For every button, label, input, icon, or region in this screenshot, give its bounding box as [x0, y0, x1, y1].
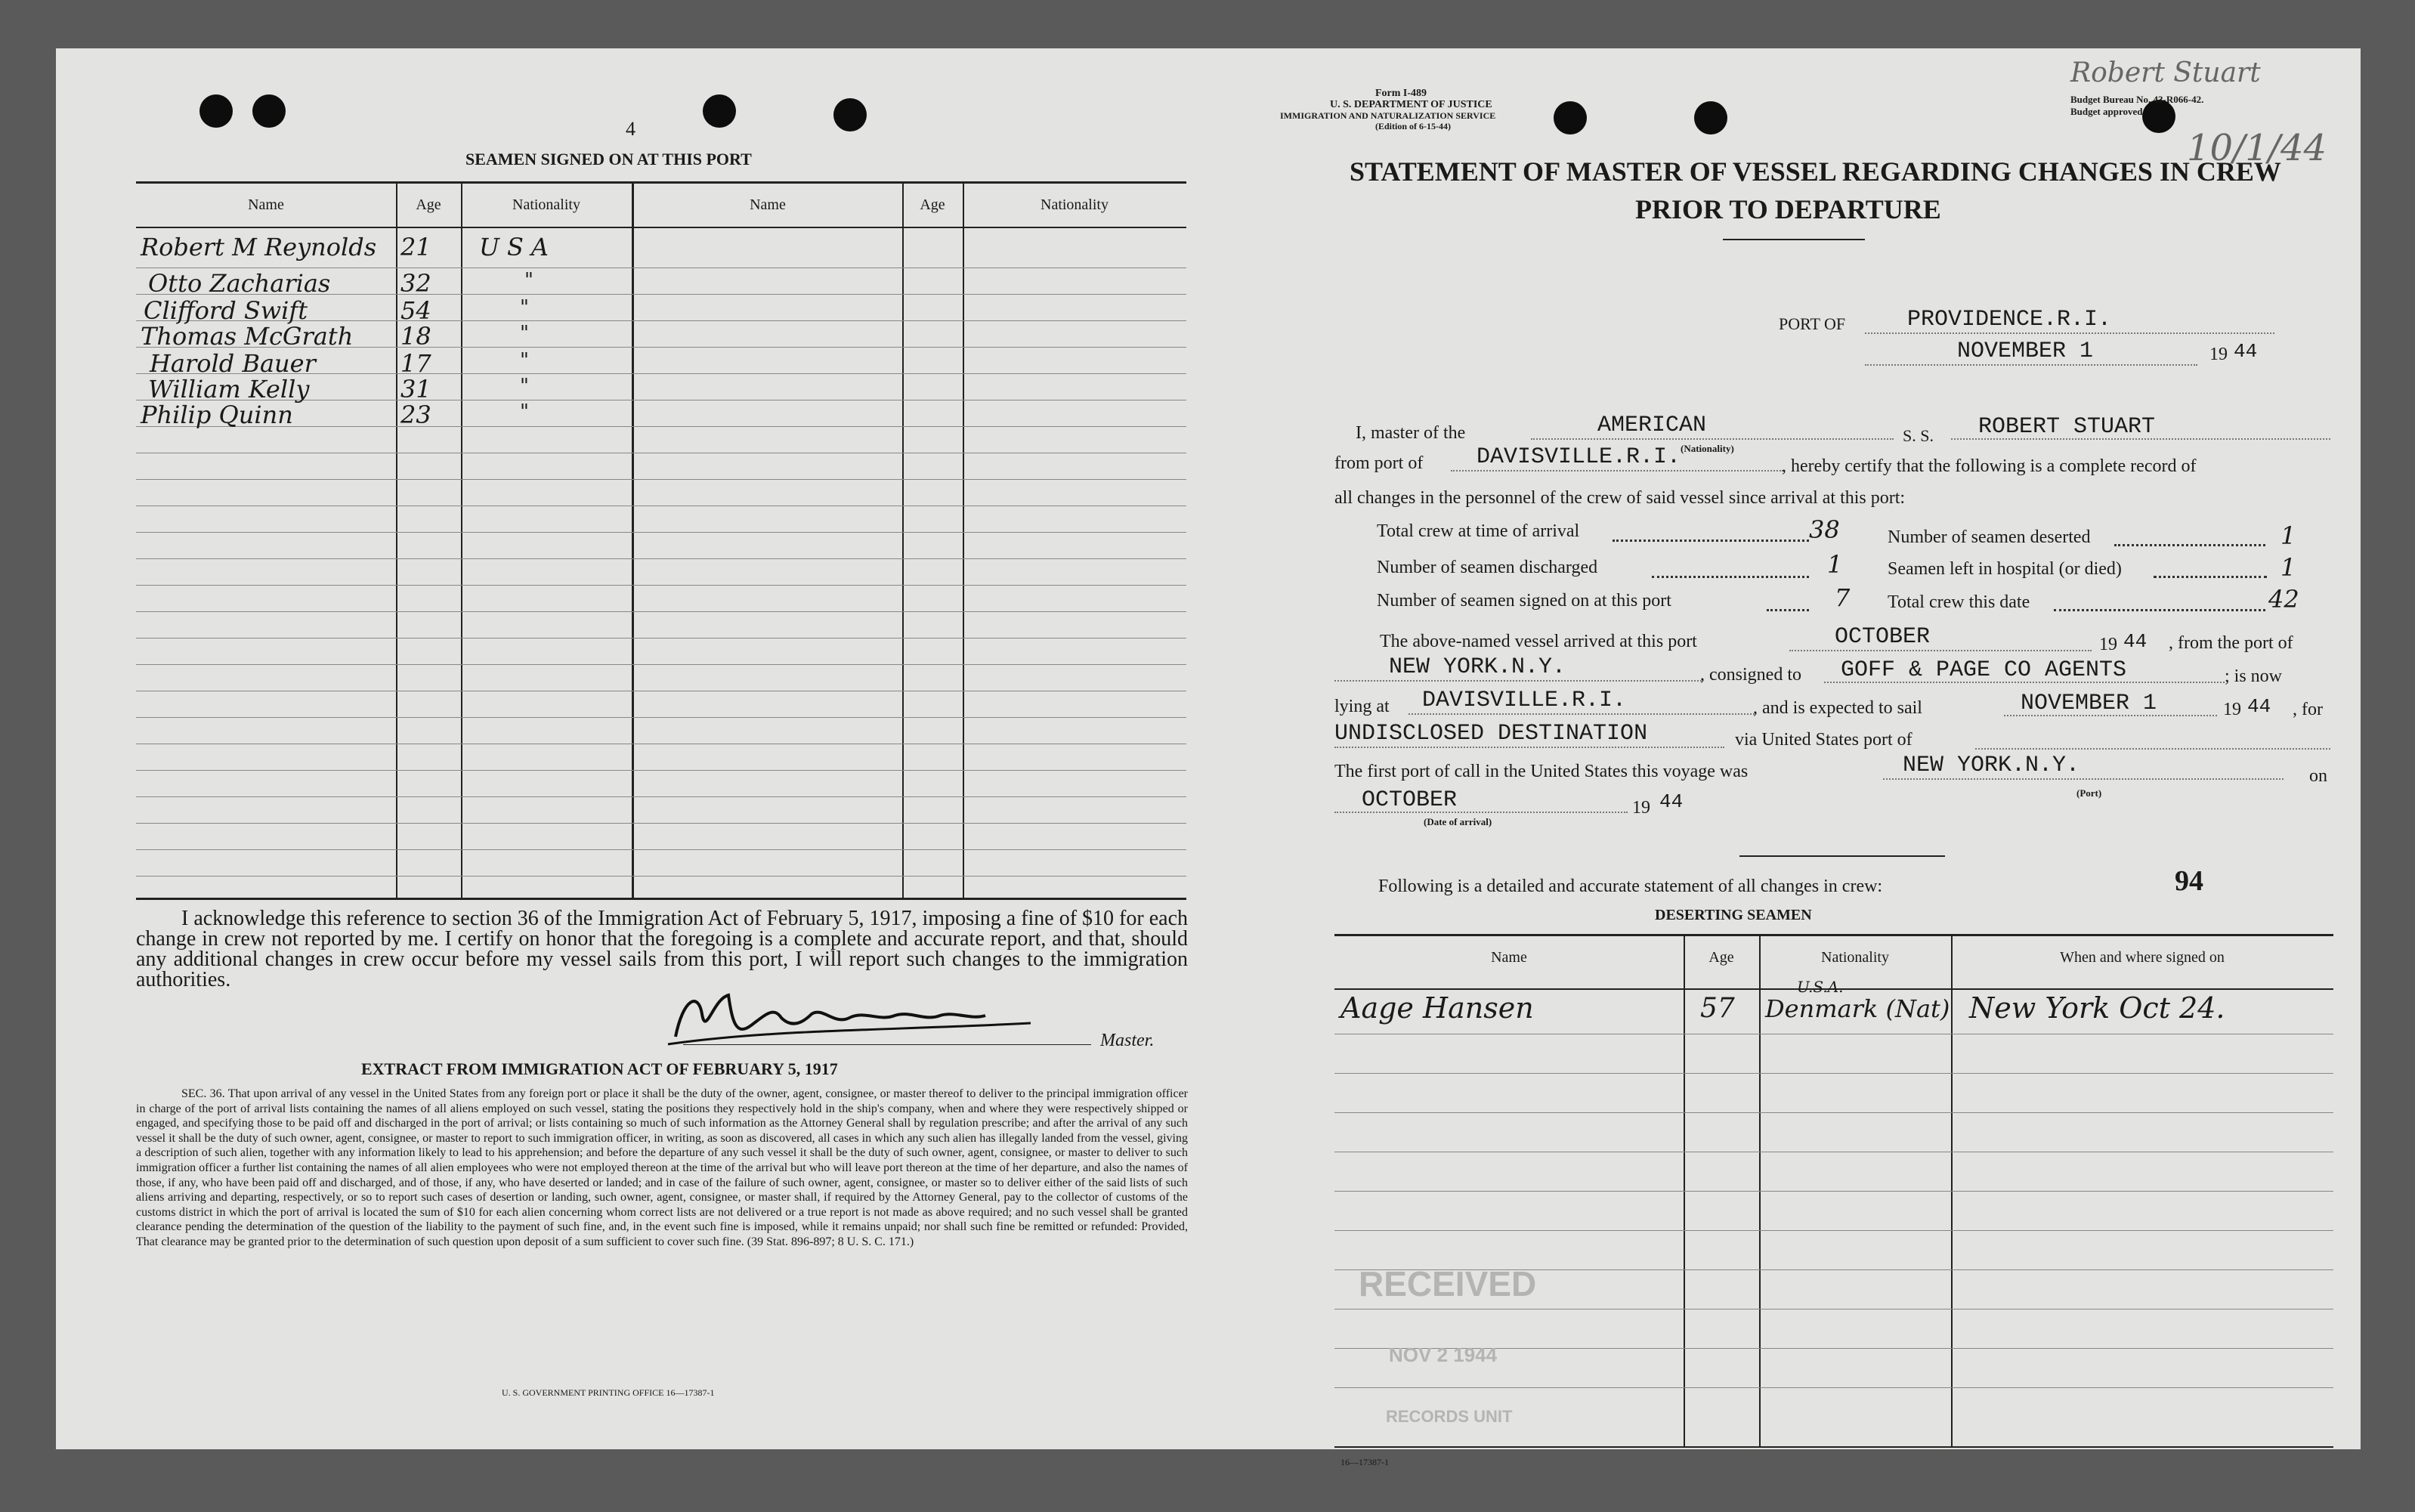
port-fill-line — [1865, 332, 2274, 334]
deserter-name: Aage Hansen — [1340, 991, 1534, 1025]
desert-header-signed-on: When and where signed on — [2060, 949, 2225, 966]
stat-dots — [1767, 609, 1809, 611]
form-title: STATEMENT OF MASTER OF VESSEL REGARDING CHANGES IN CREW — [1350, 156, 2281, 187]
destination-value[interactable]: UNDISCLOSED DESTINATION — [1334, 721, 1648, 747]
table-bottom-rule — [136, 898, 1186, 900]
stat-dots — [1613, 540, 1809, 542]
crew-name: Harold Bauer — [150, 349, 316, 378]
column-header-age: Age — [920, 196, 945, 213]
crew-name: William Kelly — [148, 375, 310, 404]
first-port-fill-line — [1883, 778, 2284, 780]
row-rule — [136, 267, 1186, 268]
row-rule — [136, 770, 1186, 771]
report-year-prefix: 19 — [2209, 345, 2228, 364]
table-col-rule — [963, 181, 964, 899]
certify-text: , hereby certify that the following is a complete record of — [1782, 456, 2197, 476]
stat-value[interactable]: 42 — [2268, 585, 2299, 614]
extract-title: EXTRACT FROM IMMIGRATION ACT OF FEBRUARY 5, 1917 — [361, 1059, 838, 1078]
desert-row-rule — [1334, 1073, 2333, 1074]
from-port-value[interactable]: DAVISVILLE.R.I. — [1477, 444, 1681, 470]
table-col-rule — [632, 181, 634, 899]
desert-header-name: Name — [1491, 949, 1527, 966]
master-signature — [660, 984, 1038, 1052]
arrival-year-prefix: 19 — [1632, 798, 1650, 818]
stat-value[interactable]: 1 — [2280, 553, 2296, 582]
row-rule — [136, 717, 1186, 718]
crew-nationality: " — [520, 322, 529, 345]
page-number: 4 — [626, 118, 635, 140]
via-fill-line — [1975, 748, 2330, 750]
arrived-label: The above-named vessel arrived at this port — [1380, 632, 1697, 651]
row-rule — [136, 638, 1186, 639]
printer-imprint: U. S. GOVERNMENT PRINTING OFFICE 16—17387-1 — [502, 1387, 715, 1398]
section-rule — [1739, 855, 1945, 857]
desert-row-rule — [1334, 1387, 2333, 1388]
acknowledgement-text: I acknowledge this reference to section 36 of the Immigration Act of February 5, 1917, imposing a fine of $10 for each change in crew not reported by me. I certify on honor that the foregoing is a complete and accurate report, and that, should any additional changes in crew occur before my vessel sails from this port, I will report such changes to the immigration authorities. — [136, 907, 1188, 991]
deserter-age: 57 — [1700, 993, 1735, 1024]
crew-name: Clifford Swift — [144, 296, 308, 325]
row-rule — [136, 585, 1186, 586]
crew-age: 18 — [400, 322, 431, 351]
arrived-fill-line — [1789, 650, 2092, 651]
row-rule — [136, 849, 1186, 850]
is-now: ; is now — [2225, 666, 2283, 686]
crew-age: 31 — [400, 375, 431, 404]
row-rule — [136, 876, 1186, 877]
arrival-year-value[interactable]: 44 — [1659, 790, 1684, 813]
crew-nationality: " — [520, 349, 529, 372]
stat-label: Seamen left in hospital (or died) — [1888, 559, 2122, 579]
arrival-date-fill-line — [1334, 812, 1628, 813]
consignee-fill-line — [1824, 682, 2225, 683]
service: IMMIGRATION AND NATURALIZATION SERVICE — [1280, 110, 1496, 121]
crew-nationality: " — [520, 296, 529, 319]
punch-hole — [703, 94, 736, 128]
origin-value[interactable]: NEW YORK.N.Y. — [1389, 654, 1566, 680]
from-the-port-of: , from the port of — [2169, 633, 2293, 653]
column-header-name: Name — [248, 196, 284, 213]
column-header-name: Name — [750, 196, 786, 213]
stat-label: Number of seamen discharged — [1377, 558, 1598, 577]
arrived-year-value[interactable]: 44 — [2123, 630, 2148, 653]
from-port-fill-line — [1451, 470, 1783, 472]
stat-dots — [2054, 609, 2265, 611]
department: U. S. DEPARTMENT OF JUSTICE — [1330, 99, 1492, 110]
table-header-rule — [136, 227, 1186, 228]
nationality-caption: (Nationality) — [1681, 443, 1734, 454]
stat-label: Number of seamen deserted — [1888, 527, 2091, 547]
lying-at-value[interactable]: DAVISVILLE.R.I. — [1422, 688, 1627, 713]
crew-nationality: " — [520, 400, 529, 423]
stat-dots — [1652, 576, 1809, 578]
sail-date-value[interactable]: NOVEMBER 1 — [2021, 691, 2157, 716]
vessel-fill-line — [1951, 438, 2330, 440]
lying-at-label: lying at — [1334, 697, 1390, 716]
crew-name: Thomas McGrath — [141, 322, 354, 351]
printer-imprint: 16—17387-1 — [1340, 1457, 1389, 1467]
form-subtitle: PRIOR TO DEPARTURE — [1635, 194, 1941, 224]
changes-count: 94 — [2175, 865, 2203, 897]
port-caption: (Port) — [2076, 787, 2102, 799]
consigned-label: , consigned to — [1700, 665, 1801, 685]
budget-bureau: Budget Bureau No. 43-R066-42. — [2070, 94, 2204, 105]
received-stamp: RECEIVED — [1359, 1264, 1537, 1303]
for-label: , for — [2293, 700, 2323, 719]
certify-text-2: all changes in the personnel of the crew of said vessel since arrival at this port: — [1334, 488, 1906, 508]
row-rule — [136, 426, 1186, 427]
row-rule — [136, 664, 1186, 665]
crew-name: Philip Quinn — [141, 400, 293, 429]
stat-label: Total crew this date — [1888, 592, 2030, 612]
on-label: on — [2309, 766, 2327, 786]
deserting-title: DESERTING SEAMEN — [1655, 907, 1812, 923]
arrived-year-prefix: 19 — [2099, 635, 2117, 654]
table-col-rule — [461, 181, 462, 899]
desert-table-top — [1334, 934, 2333, 936]
first-port-value[interactable]: NEW YORK.N.Y. — [1903, 753, 2080, 778]
nationality-value[interactable]: AMERICAN — [1597, 413, 1707, 438]
nationality-fill-line — [1531, 438, 1894, 440]
expected-label: , and is expected to sail — [1753, 698, 1922, 718]
report-year-value[interactable]: 44 — [2234, 340, 2258, 363]
deserter-nationality: Denmark (Nat) — [1765, 994, 1950, 1023]
desert-row-rule — [1334, 1112, 2333, 1113]
row-rule — [136, 796, 1186, 797]
deserter-nationality-note: U.S.A. — [1797, 978, 1844, 996]
date-of-arrival-caption: (Date of arrival) — [1424, 816, 1492, 827]
stat-dots — [2154, 576, 2267, 578]
pencil-annotation: 10/1/44 — [2187, 127, 2327, 169]
lying-at-fill-line — [1408, 713, 1755, 715]
punch-hole — [1554, 101, 1587, 135]
origin-fill-line — [1334, 680, 1702, 682]
column-header-nationality: Nationality — [1041, 196, 1109, 213]
section-title: SEAMEN SIGNED ON AT THIS PORT — [465, 150, 752, 169]
crew-nationality: USA — [479, 233, 556, 261]
table-col-rule — [902, 181, 904, 899]
row-rule — [136, 479, 1186, 480]
crew-nationality: " — [520, 375, 529, 397]
crew-age: 17 — [400, 349, 431, 378]
following-label: Following is a detailed and accurate statement of all changes in crew: — [1378, 877, 1883, 896]
title-underline — [1723, 239, 1865, 240]
desert-table-bottom — [1334, 1446, 2333, 1448]
stat-value[interactable]: 7 — [1835, 583, 1851, 612]
sail-year-prefix: 19 — [2223, 700, 2241, 719]
master-label: Master. — [1100, 1031, 1155, 1050]
crew-age: 21 — [400, 233, 431, 261]
sail-date-fill-line — [2004, 715, 2217, 716]
crew-age: 23 — [400, 400, 431, 429]
received-stamp-date: NOV 2 1944 — [1389, 1343, 1498, 1366]
report-date-value[interactable]: NOVEMBER 1 — [1957, 339, 2094, 364]
punch-hole — [833, 98, 867, 131]
deserter-signed-on: New York Oct 24. — [1969, 991, 2225, 1025]
punch-hole — [199, 94, 233, 128]
table-top-rule — [136, 181, 1186, 184]
crew-name: Otto Zacharias — [148, 269, 331, 298]
vessel-value[interactable]: ROBERT STUART — [1978, 414, 2156, 440]
received-stamp-unit: RECORDS UNIT — [1386, 1407, 1513, 1426]
from-port-label: from port of — [1334, 453, 1424, 473]
crew-age: 32 — [400, 269, 431, 298]
stat-value[interactable]: 38 — [1809, 515, 1840, 544]
table-col-rule — [396, 181, 397, 899]
stat-label: Total crew at time of arrival — [1377, 521, 1580, 541]
edition: (Edition of 6-15-44) — [1375, 121, 1451, 131]
crew-name: Robert M Reynolds — [141, 233, 377, 261]
desert-header-age: Age — [1708, 949, 1734, 966]
stat-value[interactable]: 1 — [2280, 521, 2296, 550]
date-fill-line — [1865, 364, 2197, 366]
punch-hole — [252, 94, 286, 128]
consignee-value[interactable]: GOFF & PAGE CO AGENTS — [1841, 657, 2127, 683]
column-header-nationality: Nationality — [512, 196, 580, 213]
first-port-label: The first port of call in the United States this voyage was — [1334, 762, 1749, 781]
master-of-label: I, master of the — [1356, 423, 1466, 443]
row-rule — [136, 532, 1186, 533]
via-label: via United States port of — [1735, 730, 1913, 750]
column-header-age: Age — [416, 196, 441, 213]
crew-age: 54 — [400, 296, 431, 325]
pencil-annotation: Robert Stuart — [2070, 57, 2261, 88]
arrival-date-value[interactable]: OCTOBER — [1362, 787, 1458, 813]
stat-label: Number of seamen signed on at this port — [1377, 591, 1671, 611]
stat-dots — [2114, 544, 2265, 546]
row-rule — [136, 823, 1186, 824]
desert-header-nationality: Nationality — [1821, 949, 1889, 966]
crew-nationality: " — [524, 269, 533, 292]
port-value[interactable]: PROVIDENCE.R.I. — [1907, 307, 2112, 332]
sail-year-value[interactable]: 44 — [2247, 695, 2271, 718]
arrived-month-value[interactable]: OCTOBER — [1835, 624, 1931, 650]
row-rule — [136, 611, 1186, 612]
form-number: Form I-489 — [1375, 88, 1427, 99]
document-sheet — [56, 48, 2361, 1467]
destination-fill-line — [1334, 747, 1724, 748]
desert-row-rule — [1334, 1230, 2333, 1231]
ss-label: S. S. — [1903, 426, 1934, 445]
port-label: PORT OF — [1779, 314, 1846, 333]
extract-text: SEC. 36. That upon arrival of any vessel in the United States from any foreign port or place it shall be the duty of the owner, agent, consignee, or master thereof to deliver to the principal immigration officer in charge of the port of arrival lists containing the names of all aliens employed on such vessel, stating the positions they respectively hold in the ship's company, when and where they were respectively shipped or engaged, and specifying those to be paid off and discharged in the port of arrival; or lists containing so much of such information as the Attorney General shall by regulation prescribe; and after the arrival of any such vessel it shall be the duty of such owner, agent, consignee, or master to report to such immigration officer, in writing, as soon as discovered, all cases in which any such alien has illegally landed from the vessel, giving a description of such alien, together with any information likely to lead to his apprehension; and before the departure of any such vessel it shall be the duty of such owner, agent, consignee, or master to deliver to such immigration officer a further list containing the names of all alien employees who were not employed thereon at the time of the arrival but who will leave port thereon at the time of her departure, and also the names of those, if any, who have been paid off and discharged, and of those, if any, who have deserted or landed; and in case of the failure of such owner, agent, consignee, or master so to deliver either of the said lists of such aliens arriving and departing, respectively, or so to report such cases of desertion or landing, such owner, agent, consignee, or master shall, if required by the Attorney General, pay to the collector of customs of the customs district in which the port of arrival is located the sum of $10 for each alien concerning whom correct lists are not delivered or a true report is not made as above required; and no such vessel shall be granted clearance pending the determination of the question of the liability to the payment of such fine, and, in the event such fine is imposed, while it remains unpaid; nor shall such fine be remitted or refunded: Provided, That clearance may be granted prior to the determination of such question upon deposit of a sum sufficient to cover such fine. (39 Stat. 896-897; 8 U. S. C. 171.) — [136, 1087, 1188, 1248]
stat-value[interactable]: 1 — [1827, 550, 1843, 579]
signature-line — [683, 1044, 1091, 1045]
budget-approved: Budget approved — [2070, 106, 2143, 117]
punch-hole — [1694, 101, 1727, 135]
desert-row-rule — [1334, 1191, 2333, 1192]
row-rule — [136, 558, 1186, 559]
